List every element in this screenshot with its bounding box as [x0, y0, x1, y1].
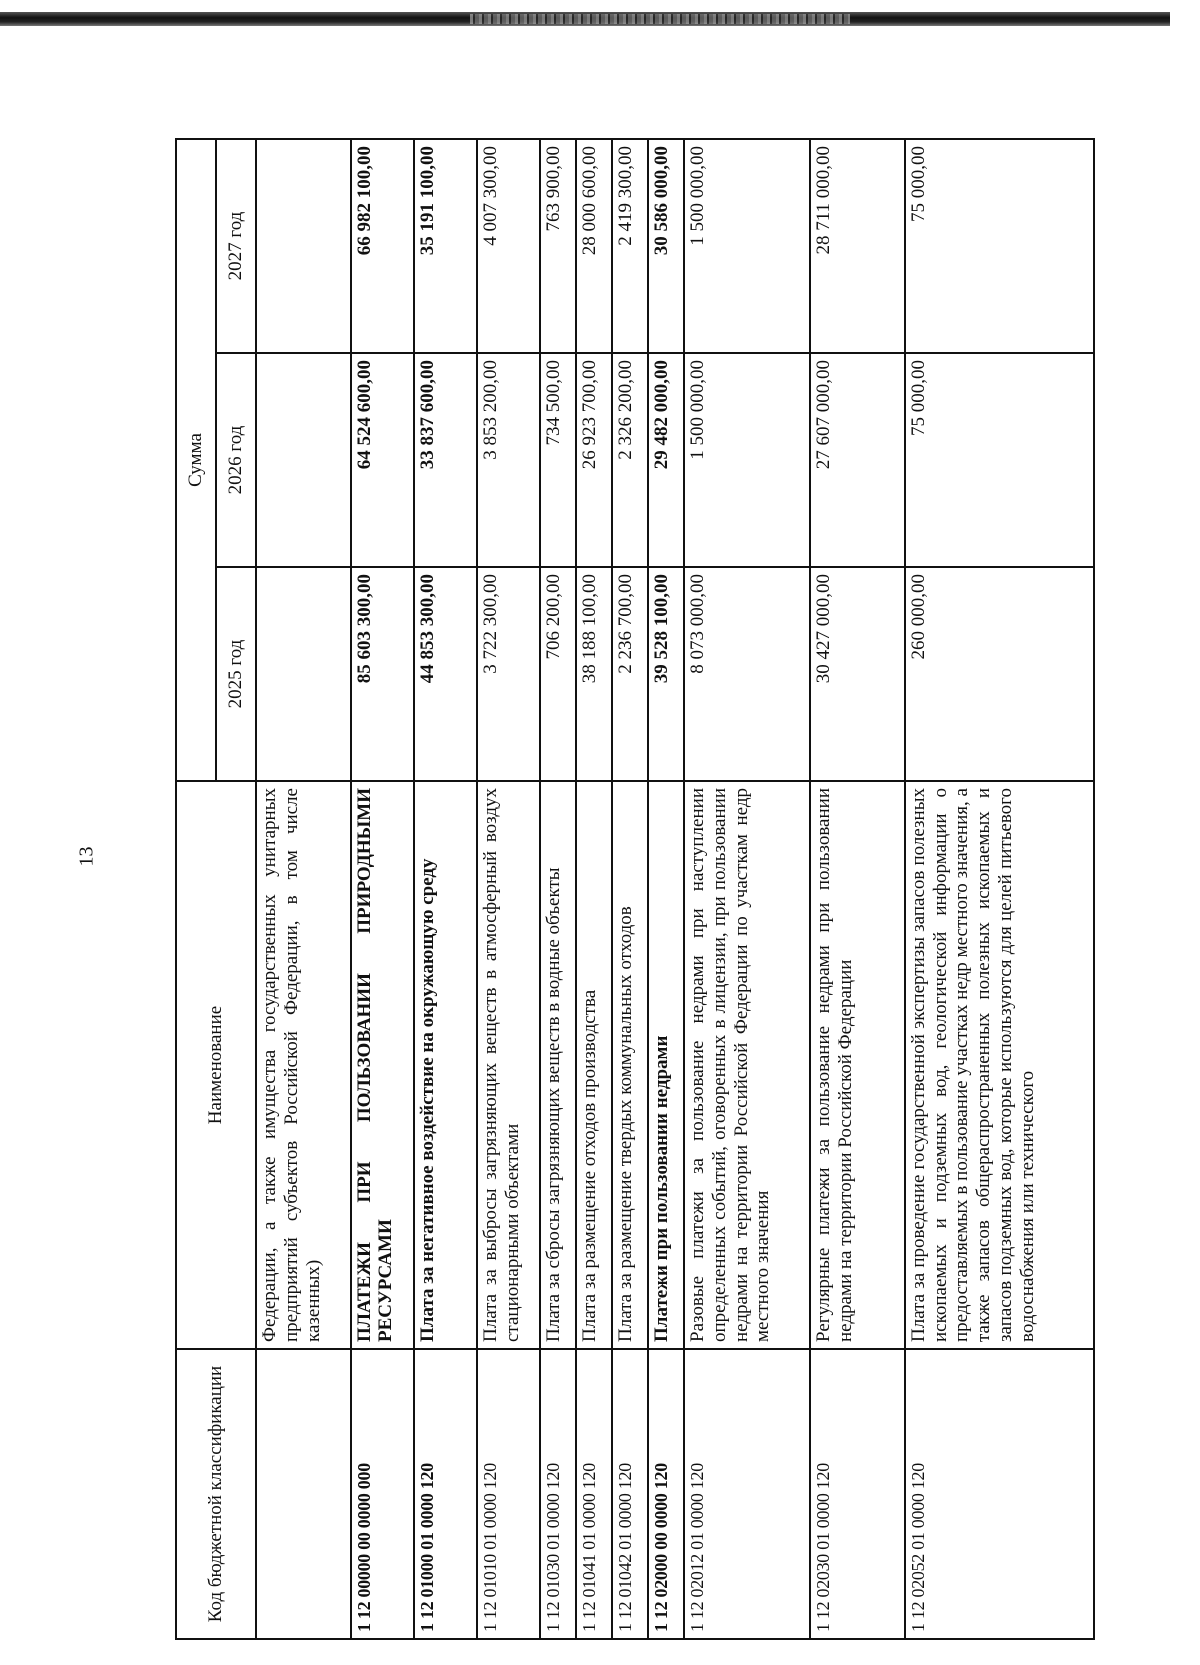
row-name: ПЛАТЕЖИ ПРИ ПОЛЬЗОВАНИИ ПРИРОДНЫМИ РЕСУРСАМИ — [351, 781, 414, 1349]
row-name: Плата за сбросы загрязняющих веществ в водные объекты — [540, 781, 576, 1349]
row-2025: 44 853 300,00 — [414, 567, 477, 781]
table-row — [648, 139, 684, 1639]
row-name: Федерации, а также имущества государственных унитарных предприятий субъектов Российской Федерации, в том числе казенных) — [256, 781, 351, 1349]
row-code: 1 12 01042 01 0000 120 — [612, 1349, 648, 1639]
row-code: 1 12 02052 01 0000 120 — [905, 1349, 1094, 1639]
budget-table — [175, 138, 1095, 1640]
row-2026: 33 837 600,00 — [414, 353, 477, 567]
header-year-2025: 2025 год — [216, 567, 256, 781]
row-2027: 75 000,00 — [905, 139, 1094, 353]
row-2026: 64 524 600,00 — [351, 353, 414, 567]
header-name: Наименование — [176, 781, 256, 1349]
row-code: 1 12 01010 01 0000 120 — [477, 1349, 540, 1639]
row-2026: 29 482 000,00 — [648, 353, 684, 567]
table-row — [477, 139, 540, 1639]
row-2026: 75 000,00 — [905, 353, 1094, 567]
row-name: Плата за проведение государственной экспертизы запасов полезных ископаемых и подземных вод, геологической информации о предоставляемых в пользование участках недр местного значения, а также запасов общераспространенных полезных ископаемых и запасов подземных вод, которые используются для целей питьевого водоснабжения или технического — [905, 781, 1094, 1349]
row-code — [256, 1349, 351, 1639]
table-row — [540, 139, 576, 1639]
row-code: 1 12 01000 01 0000 120 — [414, 1349, 477, 1639]
row-2027: 4 007 300,00 — [477, 139, 540, 353]
row-code: 1 12 02012 01 0000 120 — [684, 1349, 810, 1639]
row-code: 1 12 02000 00 0000 120 — [648, 1349, 684, 1639]
row-2026: 1 500 000,00 — [684, 353, 810, 567]
row-2027: 763 900,00 — [540, 139, 576, 353]
row-2025: 2 236 700,00 — [612, 567, 648, 781]
row-2025: 260 000,00 — [905, 567, 1094, 781]
table-row — [576, 139, 612, 1639]
row-name: Регулярные платежи за пользование недрами при пользовании недрами на территории Российской Федерации — [810, 781, 905, 1349]
row-2027: 28 711 000,00 — [810, 139, 905, 353]
row-2026: 26 923 700,00 — [576, 353, 612, 567]
table-row — [684, 139, 810, 1639]
row-name: Разовые платежи за пользование недрами при наступлении определенных событий, оговоренных в лицензии, при пользовании недрами на территории Российской Федерации по участкам недр местного значения — [684, 781, 810, 1349]
row-2026 — [256, 353, 351, 567]
row-2025: 706 200,00 — [540, 567, 576, 781]
row-2027: 1 500 000,00 — [684, 139, 810, 353]
row-2026: 27 607 000,00 — [810, 353, 905, 567]
page-number: 13 — [75, 846, 98, 867]
header-year-2027: 2027 год — [216, 139, 256, 353]
row-name: Плата за размещение отходов производства — [576, 781, 612, 1349]
row-2025: 39 528 100,00 — [648, 567, 684, 781]
table-row — [414, 139, 477, 1639]
row-name: Плата за размещение твердых коммунальных отходов — [612, 781, 648, 1349]
header-code: Код бюджетной классификации — [176, 1349, 256, 1639]
row-2027: 30 586 000,00 — [648, 139, 684, 353]
row-2027 — [256, 139, 351, 353]
table-row — [905, 139, 1094, 1639]
row-2026: 2 326 200,00 — [612, 353, 648, 567]
row-2026: 734 500,00 — [540, 353, 576, 567]
row-name: Плата за негативное воздействие на окружающую среду — [414, 781, 477, 1349]
table-row — [810, 139, 905, 1639]
row-2025 — [256, 567, 351, 781]
table-row — [612, 139, 648, 1639]
row-2027: 35 191 100,00 — [414, 139, 477, 353]
row-2025: 8 073 000,00 — [684, 567, 810, 781]
rotated-table-container — [175, 140, 1095, 1640]
row-code: 1 12 02030 01 0000 120 — [810, 1349, 905, 1639]
scan-edge-noise — [470, 14, 850, 24]
row-2026: 3 853 200,00 — [477, 353, 540, 567]
table-row — [351, 139, 414, 1639]
row-code: 1 12 01041 01 0000 120 — [576, 1349, 612, 1639]
header-sum: Сумма — [176, 139, 216, 781]
row-2025: 38 188 100,00 — [576, 567, 612, 781]
table-row — [256, 139, 351, 1639]
row-code: 1 12 01030 01 0000 120 — [540, 1349, 576, 1639]
row-2027: 28 000 600,00 — [576, 139, 612, 353]
row-name: Платежи при пользовании недрами — [648, 781, 684, 1349]
row-2025: 85 603 300,00 — [351, 567, 414, 781]
row-code: 1 12 00000 00 0000 000 — [351, 1349, 414, 1639]
header-year-2026: 2026 год — [216, 353, 256, 567]
row-2025: 30 427 000,00 — [810, 567, 905, 781]
row-2025: 3 722 300,00 — [477, 567, 540, 781]
row-2027: 66 982 100,00 — [351, 139, 414, 353]
row-name: Плата за выбросы загрязняющих веществ в атмосферный воздух стационарными объектами — [477, 781, 540, 1349]
row-2027: 2 419 300,00 — [612, 139, 648, 353]
